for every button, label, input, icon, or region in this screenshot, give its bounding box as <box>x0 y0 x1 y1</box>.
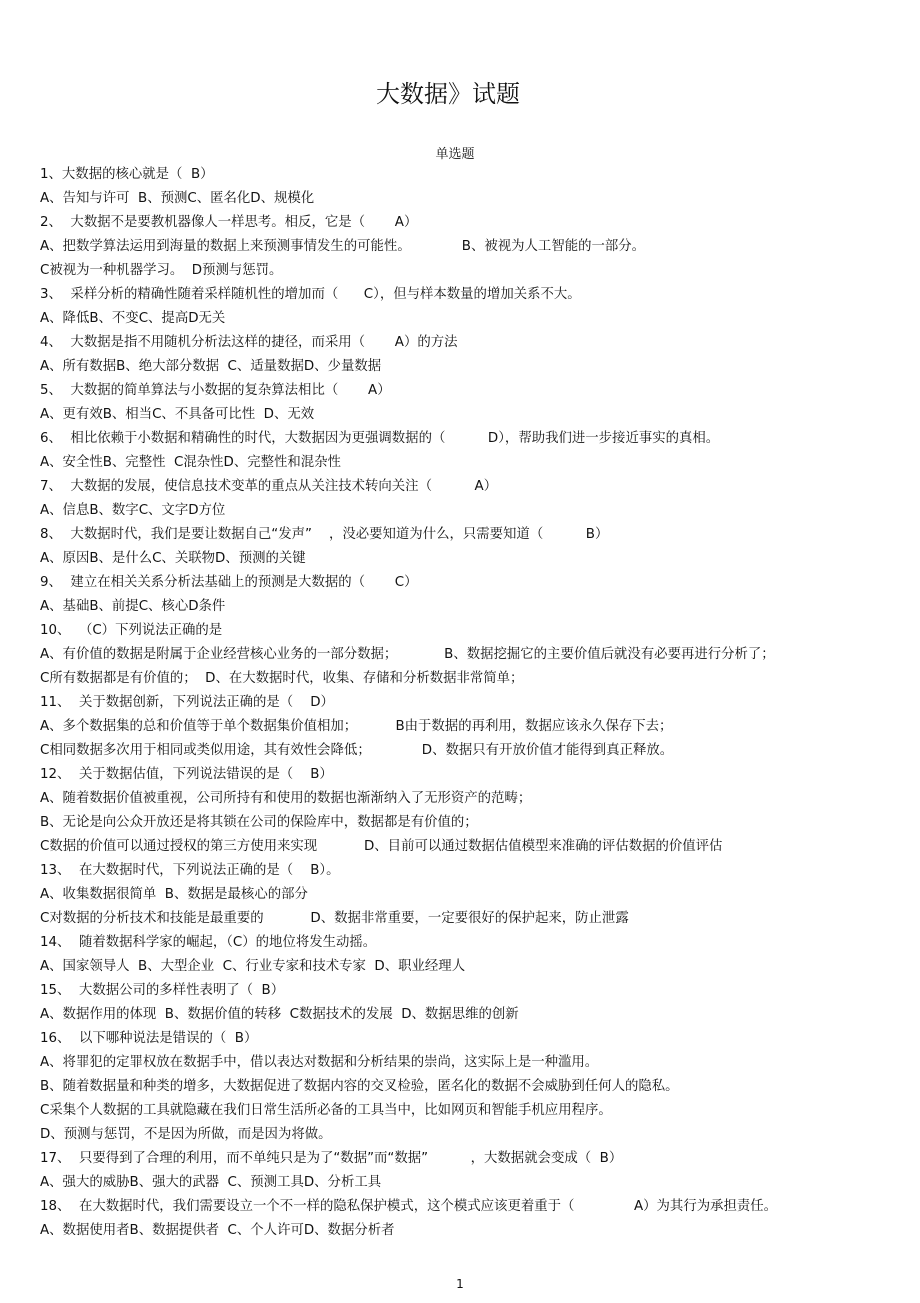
text-line: A、强大的威胁B、强大的武器 C、预测工具D、分析工具 <box>40 1175 382 1190</box>
text-line: A、把数学算法运用到海量的数据上来预测事情发生的可能性。 B、被视为人工智能的一部分。 <box>40 239 646 254</box>
text-line: B、随着数据量和种类的增多，大数据促进了数据内容的交叉检验，匿名化的数据不会威胁到任何人的隐私。 <box>40 1079 679 1094</box>
text-line: A、降低B、不变C、提高D无关 <box>40 311 226 326</box>
text-line: A、告知与许可 B、预测C、匿名化D、规模化 <box>40 191 315 206</box>
text-line: B、无论是向公众开放还是将其锁在公司的保险库中，数据都是有价值的； <box>40 815 478 830</box>
text-line: C相同数据多次用于相同或类似用途，其有效性会降低； D、数据只有开放价值才能得到真正释放。 <box>40 743 674 758</box>
text-line: C被视为一种机器学习。 D预测与惩罚。 <box>40 263 283 278</box>
text-line: 10、 （C）下列说法正确的是 <box>40 623 223 638</box>
text-line: A、多个数据集的总和价值等于单个数据集价值相加； B由于数据的再利用，数据应该永久保存下去； <box>40 719 673 734</box>
text-line: 13、 在大数据时代，下列说法正确的是（ B）。 <box>40 863 340 878</box>
text-line: 5、 大数据的简单算法与小数据的复杂算法相比（ A） <box>40 383 391 398</box>
question-list <box>40 163 910 1243</box>
text-line: 17、 只要得到了合理的利用，而不单纯只是为了“数据”而“数据” ，大数据就会变成（ B） <box>40 1151 623 1166</box>
text-line: C所有数据都是有价值的； D、在大数据时代，收集、存储和分析数据非常简单； <box>40 671 524 686</box>
text-line: A、有价值的数据是附属于企业经营核心业务的一部分数据； B、数据挖掘它的主要价值后就没有必要再进行分析了； <box>40 647 775 662</box>
text-line: A、基础B、前提C、核心D条件 <box>40 599 226 614</box>
text-line: 1、大数据的核心就是（ B） <box>40 167 214 182</box>
text-line: C对数据的分析技术和技能是最重要的 D、数据非常重要，一定要很好的保护起来，防止泄露 <box>40 911 629 926</box>
section-heading: 单选题 <box>435 147 475 162</box>
text-line: 8、 大数据时代，我们是要让数据自己“发声” ，没必要知道为什么，只需要知道（ B） <box>40 527 609 542</box>
text-line: A、将罪犯的定罪权放在数据手中，借以表达对数据和分析结果的崇尚，这实际上是一种滥用。 <box>40 1055 599 1070</box>
text-line: 3、 采样分析的精确性随着采样随机性的增加而（ C），但与样本数量的增加关系不大。 <box>40 287 581 302</box>
text-line: 7、 大数据的发展，使信息技术变革的重点从关注技术转向关注（ A） <box>40 479 498 494</box>
text-line: 9、 建立在相关关系分析法基础上的预测是大数据的（ C） <box>40 575 418 590</box>
text-line: A、随着数据价值被重视，公司所持有和使用的数据也渐渐纳入了无形资产的范畴； <box>40 791 532 806</box>
text-line: 18、 在大数据时代，我们需要设立一个不一样的隐私保护模式，这个模式应该更着重于（ A）为其行为承担责任。 <box>40 1199 778 1214</box>
text-line: A、数据作用的体现 B、数据价值的转移 C数据技术的发展 D、数据思维的创新 <box>40 1007 519 1022</box>
text-line: 6、 相比依赖于小数据和精确性的时代，大数据因为更强调数据的（ D），帮助我们进一步接近事实的真相。 <box>40 431 720 446</box>
text-line: C采集个人数据的工具就隐藏在我们日常生活所必备的工具当中，比如网页和智能手机应用程序。 <box>40 1103 612 1118</box>
text-line: 15、 大数据公司的多样性表明了（ B） <box>40 983 285 998</box>
text-line: 16、 以下哪种说法是错误的（ B） <box>40 1031 258 1046</box>
text-line: A、数据使用者B、数据提供者 C、个人许可D、数据分析者 <box>40 1223 395 1238</box>
page-number: 1 <box>456 1277 464 1291</box>
text-line: A、收集数据很简单 B、数据是最核心的部分 <box>40 887 308 902</box>
text-line: 2、 大数据不是要教机器像人一样思考。相反，它是（ A） <box>40 215 418 230</box>
text-line: A、原因B、是什么C、关联物D、预测的关键 <box>40 551 306 566</box>
text-line: 11、 关于数据创新，下列说法正确的是（ D） <box>40 695 334 710</box>
document-title: 大数据》试题 <box>376 80 520 108</box>
text-line: C数据的价值可以通过授权的第三方使用来实现 D、目前可以通过数据估值模型来准确的评估数据的价值评估 <box>40 839 723 854</box>
text-line: A、信息B、数字C、文字D方位 <box>40 503 226 518</box>
text-line: A、国家领导人 B、大型企业 C、行业专家和技术专家 D、职业经理人 <box>40 959 466 974</box>
text-line: 4、 大数据是指不用随机分析法这样的捷径，而采用（ A）的方法 <box>40 335 458 350</box>
text-line: A、所有数据B、绝大部分数据 C、适量数据D、少量数据 <box>40 359 382 374</box>
text-line: D、预测与惩罚，不是因为所做，而是因为将做。 <box>40 1127 332 1142</box>
text-line: 12、 关于数据估值，下列说法错误的是（ B） <box>40 767 333 782</box>
text-line: 14、 随着数据科学家的崛起，（C）的地位将发生动摇。 <box>40 935 377 950</box>
text-line: A、安全性B、完整性 C混杂性D、完整性和混杂性 <box>40 455 341 470</box>
text-line: A、更有效B、相当C、不具备可比性 D、无效 <box>40 407 315 422</box>
